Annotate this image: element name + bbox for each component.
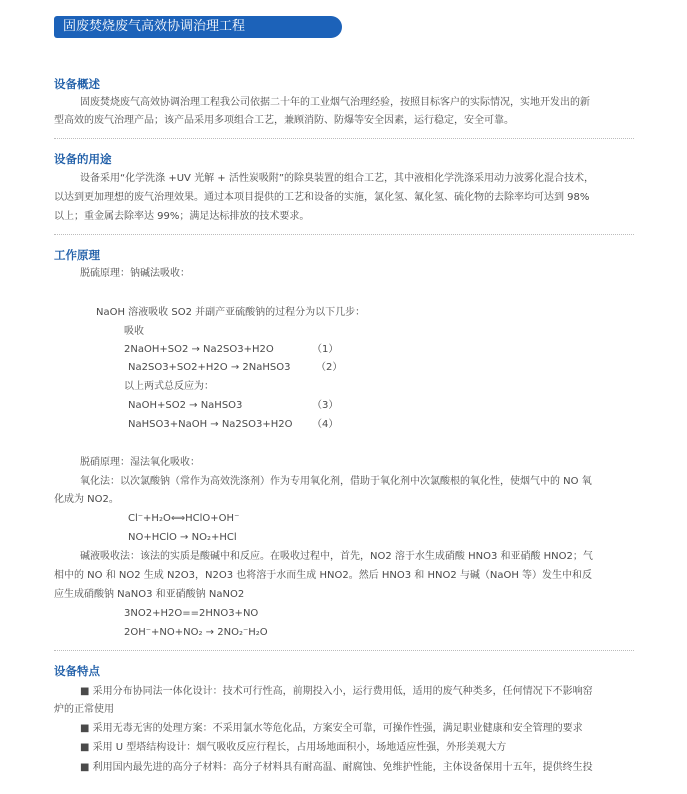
denitrification-title: 脱硝原理：湿法氧化吸收： xyxy=(80,457,200,468)
alkali-line-2: 相中的 NO 和 NO2 生成 N2O3，N2O3 也将溶于水而生成 HNO2。然后 HNO3 和 HNO2 与碱（NaOH 等）发生中和反 xyxy=(54,570,593,581)
section-divider xyxy=(54,138,634,139)
oxidation-equation: Cl⁻+H₂O⟺HClO+OH⁻ xyxy=(128,513,240,524)
principle-heading: 工作原理 xyxy=(54,248,100,262)
overview-line-2: 型高效的废气治理产品；该产品采用多项组合工艺，兼顾消防、防爆等安全因素，运行稳定，安全可靠。 xyxy=(54,115,514,126)
section-divider xyxy=(54,234,634,235)
oxidation-equation: NO+HClO → NO₂+HCl xyxy=(128,532,237,543)
feature-line: ■ 采用无毒无害的处理方案：不采用氯水等危化品，方案安全可靠，可操作性强，满足职业健康和安全管理的要求 xyxy=(80,723,583,734)
desulfurization-title: 脱硫原理：钠碱法吸收： xyxy=(80,268,190,279)
overview-line-1: 固废焚烧废气高效协调治理工程我公司依据二十年的工业烟气治理经验，按照目标客户的实际情况，实地开发出的新 xyxy=(80,97,590,108)
usage-heading: 设备的用途 xyxy=(54,152,112,166)
equation-formula: Na2SO3+SO2+H2O → 2NaHSO3 xyxy=(128,362,291,373)
alkali-equation: 2OH⁻+NO+NO₂ → 2NO₂⁻H₂O xyxy=(124,627,268,638)
equation-number: （3） xyxy=(312,400,339,411)
feature-line: 炉的正常使用 xyxy=(54,704,114,715)
alkali-line-3: 应生成硝酸钠 NaNO3 和亚硝酸钠 NaNO2 xyxy=(54,589,245,600)
equation-formula: 2NaOH+SO2 → Na2SO3+H2O xyxy=(124,344,274,355)
equation-formula: NaHSO3+NaOH → Na2SO3+H2O xyxy=(128,419,293,430)
combined-label: 以上两式总反应为： xyxy=(124,381,214,392)
title-banner xyxy=(54,16,342,38)
page-title: 固废焚烧废气高效协调治理工程 xyxy=(63,19,246,34)
absorb-label: 吸收 xyxy=(124,326,144,337)
usage-line-3: 以上；重金属去除率达 99%；满足达标排放的技术要求。 xyxy=(54,211,310,222)
usage-line-1: 设备采用“化学洗涤 +UV 光解 + 活性炭吸附”的除臭装置的组合工艺，其中液相化学洗涤采用动力波雾化混合技术， xyxy=(80,173,594,184)
overview-heading: 设备概述 xyxy=(54,77,100,91)
oxidation-line-2: 化成为 NO2。 xyxy=(54,494,119,505)
feature-line: ■ 利用国内最先进的高分子材料：高分子材料具有耐高温、耐腐蚀、免维护性能，主体设备保用十五年，提供终生投 xyxy=(80,762,593,773)
features-heading: 设备特点 xyxy=(54,664,100,678)
equation-formula: NaOH+SO2 → NaHSO3 xyxy=(128,400,243,411)
feature-line: ■ 采用 U 型塔结构设计：烟气吸收反应行程长，占用场地面积小，场地适应性强，外形美观大方 xyxy=(80,742,507,753)
usage-line-2: 以达到更加理想的废气治理效果。通过本项目提供的工艺和设备的实施，氯化氢、氟化氢、硫化物的去除率均可达到 98% xyxy=(54,192,590,203)
equation-number: （4） xyxy=(312,419,339,430)
naoh-intro: NaOH 溶液吸收 SO2 并副产亚硫酸钠的过程分为以下几步： xyxy=(96,307,366,318)
feature-line: ■ 采用分布协同法一体化设计：技术可行性高，前期投入小，运行费用低，适用的废气种类多，任何情况下不影响窑 xyxy=(80,686,593,697)
alkali-line-1: 碱液吸收法：该法的实质是酸碱中和反应。在吸收过程中，首先，NO2 溶于水生成硝酸 HNO3 和亚硝酸 HNO2；气 xyxy=(80,551,593,562)
equation-number: （2） xyxy=(316,362,343,373)
section-divider xyxy=(54,650,634,651)
oxidation-line-1: 氧化法：以次氯酸钠（常作为高效洗涤剂）作为专用氧化剂，借助于氧化剂中次氯酸根的氧化性，使烟气中的 NO 氧 xyxy=(80,476,592,487)
equation-number: （1） xyxy=(312,344,339,355)
alkali-equation: 3NO2+H2O==2HNO3+NO xyxy=(124,608,259,619)
